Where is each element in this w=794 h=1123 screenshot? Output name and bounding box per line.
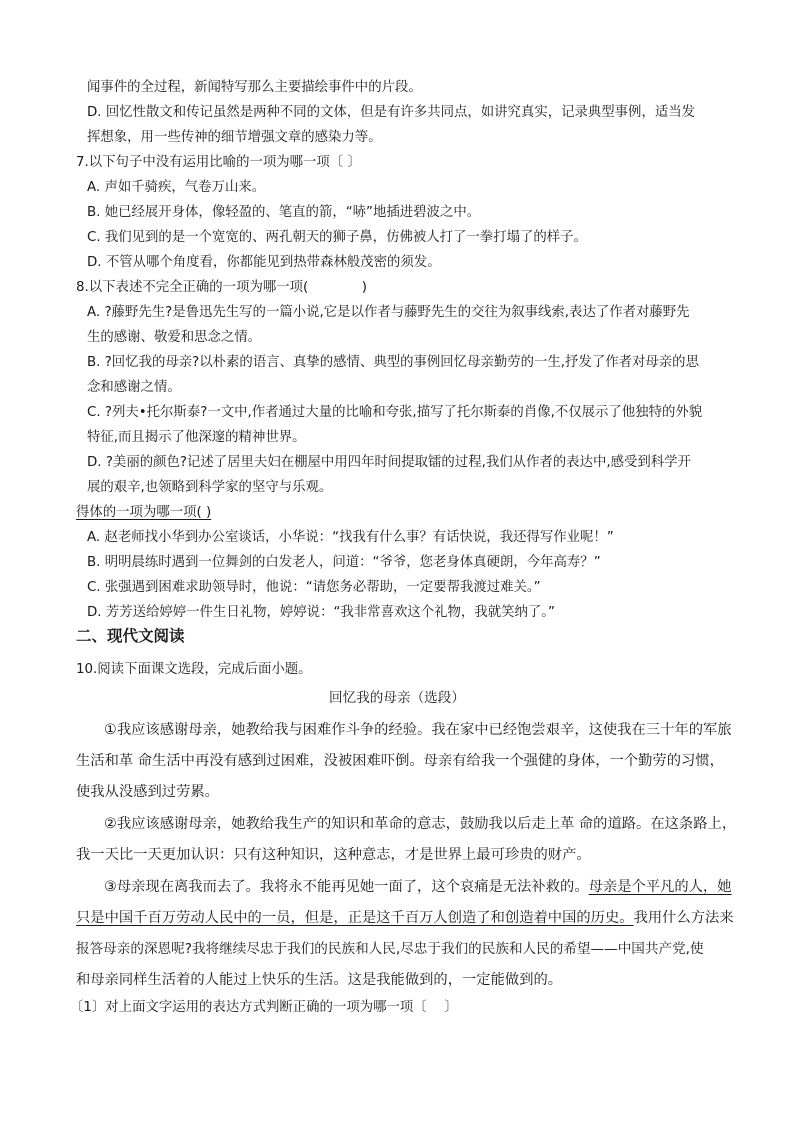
option-b: B. 明明晨练时遇到一位舞剑的白发老人，问道：“爷爷，您老身体真硬朗，今年高寿？” [87,555,601,570]
option-d: D. 芳芳送给婷婷一件生日礼物，婷婷说：“我非常喜欢这个礼物，我就笑纳了。” [87,605,555,620]
paragraph-3 [104,876,732,898]
passage-title: 回忆我的母亲（选段） [329,690,465,706]
option-b: B. ?回忆我的母亲?以朴素的语言、真挚的感情、典型的事例回忆母亲勤劳的一生,抒发了作者对母亲的思 [87,355,699,370]
paragraph-3-cont: 和母亲同样生活着的人能过上快乐的生活。这是我能做到的，一定能做到的。 [76,972,563,988]
option-d: D. 不管从哪个角度看，你都能见到热带森林般茂密的须发。 [87,255,441,270]
paragraph-1: ①我应该感谢母亲，她教给我与困难作斗争的经验。我在家中已经饱尝艰辛，这使我在三十年的军旅 [104,722,732,738]
option-c-cont: 特征,而且揭示了他深邃的精神世界。 [87,430,306,445]
paragraph-1-cont: 生活和革 命生活中再没有感到过困难，没被困难吓倒。母亲有给我一个强健的身体，一个勤劳的习惯， [76,753,724,769]
option-b-cont: 念和感谢之情。 [87,380,181,395]
option-c: C. ?列夫•托尔斯泰?一文中,作者通过大量的比喻和夸张,描写了托尔斯泰的肖像,不仅展示了他独特的外貌 [87,405,703,420]
option-a: A. 赵老师找小华到办公室谈话，小华说：“找我有什么事？有话快说，我还得写作业呢！” [87,530,614,545]
paragraph-1-cont: 使我从没感到过劳累。 [76,784,219,800]
paragraph-3-cont: 报答母亲的深恩呢?我将继续尽忠于我们的民族和人民,尽忠于我们的民族和人民的希望——中国共产党,使 [76,941,704,957]
paragraph-2: ②我应该感谢母亲，她教给我生产的知识和革命的意志，鼓励我以后走上革 命的道路。在这条路上， [104,816,737,832]
paragraph-3-text: ③母亲现在离我而去了。我将永不能再见她一面了，这个哀痛是无法补救的。 [104,879,589,895]
option-c: C. 张强遇到困难求助领导时，他说：“请您务必帮助，一定要帮我渡过难关。” [87,580,541,595]
question-10: 10.阅读下面课文选段，完成后面小题。 [76,662,312,677]
underlined-sentence: 母亲是个平凡的人，她 [588,879,732,895]
option-b: B. 她已经展开身体，像轻盈的、笔直的箭，“哧”地插进碧波之中。 [87,205,481,220]
text-line: 闻事件的全过程，新闻特写那么主要描绘事件中的片段。 [87,80,422,95]
option-c: C. 我们见到的是一个宽宽的、两孔朝天的狮子鼻，仿佛被人打了一拳打塌了的样子。 [87,230,587,245]
section-heading: 二、现代文阅读 [76,627,185,645]
option-d-cont: 展的艰辛,也领略到科学家的坚守与乐观。 [87,480,333,495]
text-line: 挥想象，用一些传神的细节增强文章的感染力等。 [87,130,382,145]
sub-question-1: 〔1〕对上面文字运用的表达方式判断正确的一项为哪一项〔 〕 [70,1000,458,1015]
option-a: A. 声如千骑疾，气卷万山来。 [87,180,266,195]
question-8: 8.以下表述不完全正确的一项为哪一项( ) [76,280,368,295]
option-d: D. 回忆性散文和传记虽然是两种不同的文体，但是有许多共同点，如讲究真实，记录典型事例，适当发 [87,105,696,120]
option-a: A. ?藤野先生?是鲁迅先生写的一篇小说,它是以作者与藤野先生的交往为叙事线索,表达了作者对藤野先 [87,305,690,320]
paragraph-2-cont: 我一天比一天更加认识：只有这种知识，这种意志，才是世界上最可珍贵的财产。 [76,847,591,863]
option-d: D. ?美丽的颜色?记述了居里夫妇在棚屋中用四年时间提取镭的过程,我们从作者的表达中,感受到科学开 [87,455,691,470]
question-9: 得体的一项为哪一项( ) [76,505,212,520]
option-a-cont: 生的感谢、敬爱和思念之情。 [87,330,262,345]
underlined-sentence: 只是中国千百万劳动人民中的一员，但是，正是这千百万人创造了和创造着中国的历史。 [76,910,634,926]
paragraph-3-text: 我用什么方法来 [633,910,734,926]
question-7: 7.以下句子中没有运用比喻的一项为哪一项〔 〕 [76,155,361,170]
paragraph-3-cont [76,907,734,929]
